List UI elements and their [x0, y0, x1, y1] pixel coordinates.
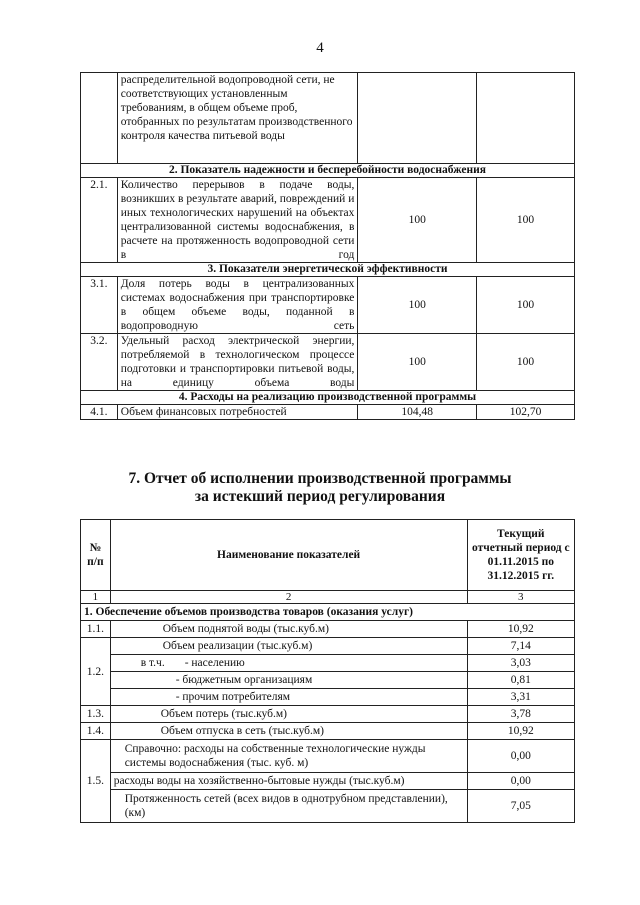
table-row: в т.ч. - населению 3,03	[81, 655, 575, 672]
indicators-table	[80, 72, 575, 420]
table-row: 1.5. Справочно: расходы на собственные технологические нужды системы водоснабжения (тыс. куб. м) 0,00	[81, 740, 575, 773]
table-header: № п/п Наименование показателей Текущий отчетный период с 01.11.2015 по 31.12.2015 гг.	[81, 520, 575, 591]
table-row: 3.1. Доля потерь воды в централизованных системах водоснабжения при транспортировке в общем объеме воды, поданной в водопроводную сеть 100 100	[81, 277, 575, 334]
section-title: 7. Отчет об исполнении производственной программы	[128, 470, 512, 487]
table-row: 3.2. Удельный расход электрической энергии, потребляемой в технологическом процессе подготовки и транспортировки питьевой воды, на единицу объема воды 100 100	[81, 334, 575, 391]
table-row: расходы воды на хозяйственно-бытовые нужды (тыс.куб.м) 0,00	[81, 773, 575, 790]
page-number: 4	[316, 40, 324, 56]
table-row: 1.4. Объем отпуска в сеть (тыс.куб.м) 10,92	[81, 723, 575, 740]
section-subtitle: за истекший период регулирования	[194, 488, 446, 505]
table-row: 1.3. Объем потерь (тыс.куб.м) 3,78	[81, 706, 575, 723]
column-numbers: 1 2 3	[81, 591, 575, 604]
table-row: 1.2. Объем реализации (тыс.куб.м) 7,14	[81, 638, 575, 655]
section-header: 1. Обеспечение объемов производства товаров (оказания услуг)	[81, 604, 575, 621]
report-table	[80, 519, 575, 823]
table-row: 4.1. Объем финансовых потребностей 104,48 102,70	[81, 405, 575, 420]
table-row: - бюджетным организациям 0,81	[81, 672, 575, 689]
section-header: 4. Расходы на реализацию производственной программы	[81, 391, 575, 405]
table-row: - прочим потребителям 3,31	[81, 689, 575, 706]
table-row: 1.1. Объем поднятой воды (тыс.куб.м) 10,92	[81, 621, 575, 638]
table-row	[81, 73, 575, 164]
table-row: 2.1. Количество перерывов в подаче воды, возникших в результате аварий, повреждений и иных технологических нарушений на объектах централизованной системы водоснабжения, в расчете на протяженность водопроводной сети в год 100 100	[81, 178, 575, 263]
continuation-text: распределительной водопроводной сети, не соответствующих установленным требованиям, в общем объеме проб, отобранных по результатам производственного контроля качества питьевой воды	[117, 73, 358, 164]
table-row: Протяженность сетей (всех видов в однотрубном представлении), (км) 7,05	[81, 790, 575, 823]
section-header: 3. Показатели энергетической эффективности	[81, 263, 575, 277]
section-header: 2. Показатель надежности и бесперебойности водоснабжения	[81, 164, 575, 178]
